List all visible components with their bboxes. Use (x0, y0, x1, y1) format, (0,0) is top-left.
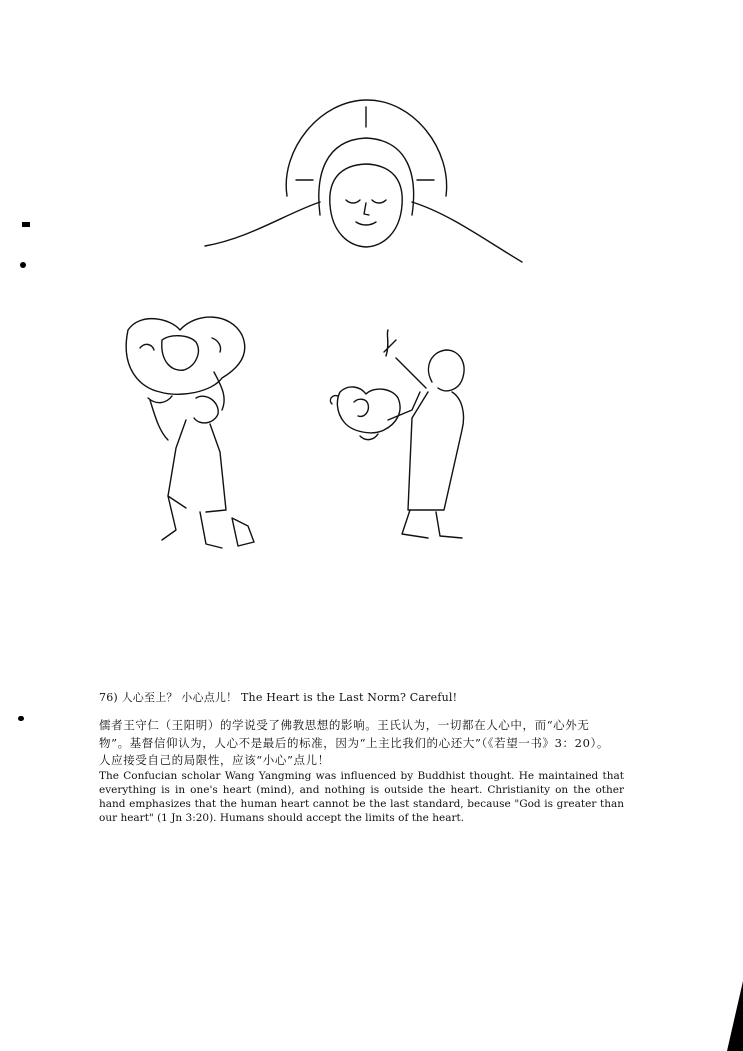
figure-lifting-heart (126, 317, 254, 548)
caption (99, 689, 457, 705)
body-text-english: The Confucian scholar Wang Yangming was influenced by Buddhist thought. He maintained that everything is in one's heart (mind), and nothing is outside the heart. Christianity on the other hand emphasizes that the human heart cannot be the last standard, because "God is greater than our heart" (1 Jn 3:20). Humans should accept the limits of the heart. (99, 770, 624, 824)
caption-title-zh: 人心至上？ 小心点儿！ (121, 691, 238, 704)
shoulder-line (205, 202, 320, 246)
page-mark (22, 222, 30, 227)
page-mark (20, 262, 26, 268)
caption-title-en: The Heart is the Last Norm? Careful! (241, 691, 458, 704)
caption-number: 76) (99, 691, 118, 704)
beard (330, 205, 402, 247)
face-outline (330, 164, 402, 205)
christ-face-drawing (205, 100, 522, 262)
big-heart (126, 317, 245, 394)
page-mark (18, 716, 24, 721)
corner-mark (727, 981, 743, 1051)
figure-pointing-up (330, 330, 464, 538)
body-text-chinese: 儒者王守仁（王阳明）的学说受了佛教思想的影响。王氏认为，一切都在人心中，而“心外无物”。基督信仰认为，人心不是最后的标准，因为“上主比我们的心还大”（《若望一书》3：20）。人应接受自己的局限性，应该“小心”点儿！ (99, 718, 609, 767)
